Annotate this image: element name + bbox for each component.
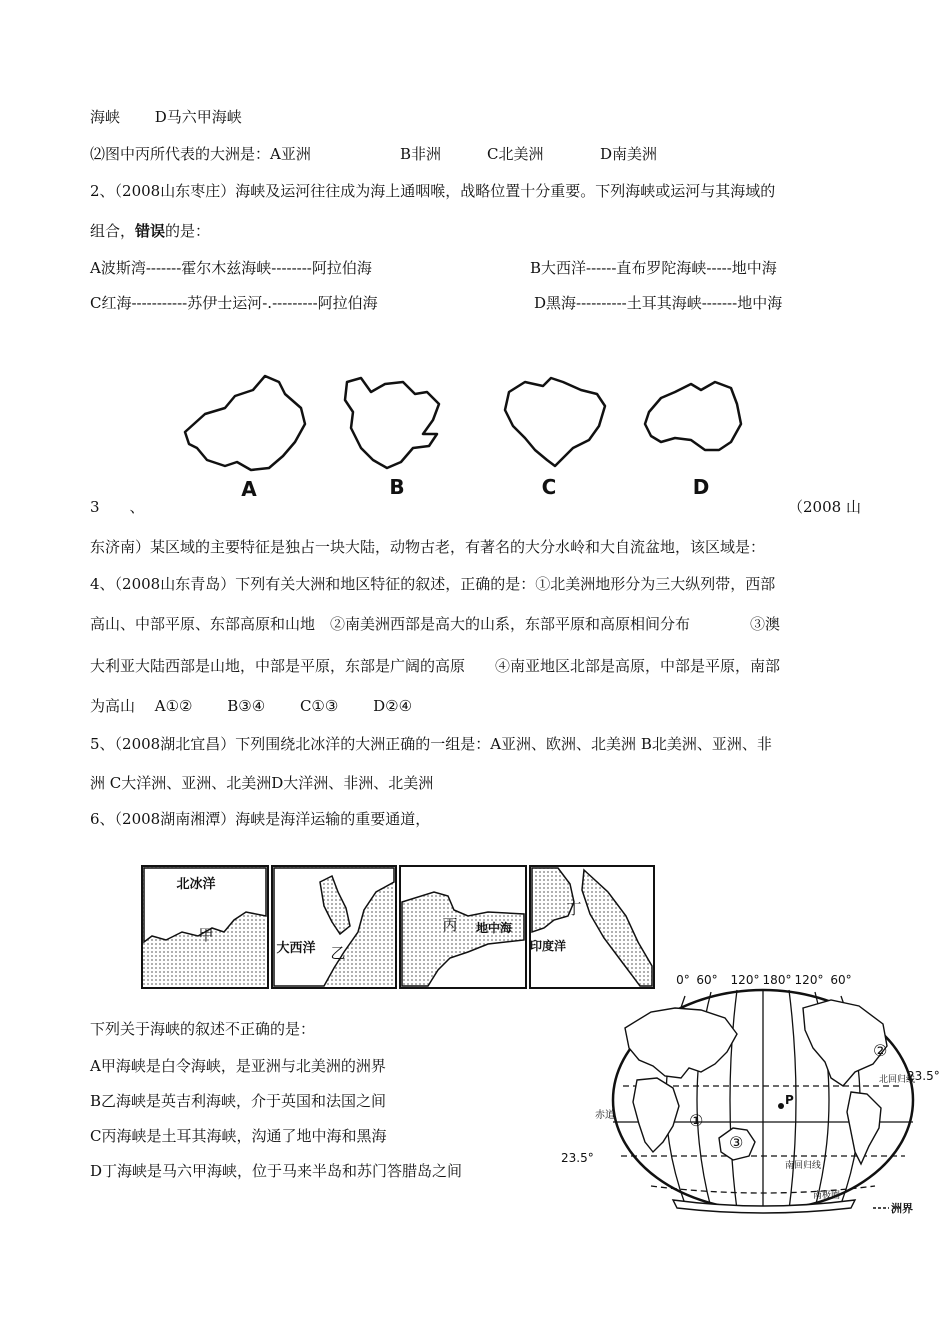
label-d: D bbox=[692, 475, 710, 499]
question-4-options: 为高山 A①② B③④ C①③ D②④ bbox=[90, 697, 413, 715]
label-equator: 赤道 bbox=[595, 1110, 615, 1121]
question-3-line2: 东济南）某区域的主要特征是独占一块大陆，动物古老，有著名的大分水岭和大自流盆地，该区域是： bbox=[90, 538, 766, 556]
lon-label: 180° bbox=[762, 973, 792, 987]
shape-b bbox=[345, 378, 439, 468]
option-c: C北美洲 bbox=[487, 145, 544, 163]
option-b: B非洲 bbox=[400, 145, 442, 163]
option-a: A波斯湾-------霍尔木兹海峡--------阿拉伯海 bbox=[90, 259, 372, 277]
label-c: C bbox=[541, 475, 557, 499]
option-b: B乙海峡是英吉利海峡，介于英国和法国之间 bbox=[90, 1092, 387, 1110]
mark-2: ② bbox=[873, 1041, 888, 1060]
question-5: 5、（2008湖北宜昌）下列围绕北冰洋的大洲正确的一组是：A亚洲、欧洲、北美洲 B北美洲、亚洲、非 bbox=[90, 735, 772, 753]
lon-label: 120° bbox=[794, 973, 824, 987]
question-6: 6、（2008湖南湘潭）海峡是海洋运输的重要通道， bbox=[90, 810, 431, 828]
shape-a bbox=[185, 376, 305, 470]
question-6-stem: 下列关于海峡的叙述不正确的是： bbox=[90, 1020, 316, 1038]
label-tropic-n: 北回归线 bbox=[879, 1075, 916, 1085]
label-antarctic: 南极圈 bbox=[813, 1191, 841, 1201]
mark-1: ① bbox=[689, 1111, 704, 1130]
lon-label: 60° bbox=[830, 973, 852, 987]
lon-label: 0° bbox=[676, 973, 690, 987]
mark-3: ③ bbox=[729, 1133, 744, 1152]
label-ocean: 印度洋 bbox=[529, 939, 567, 953]
question-4: 4、（2008山东青岛）下列有关大洲和地区特征的叙述，正确的是：①北美洲地形分为三大纵列带，西部 bbox=[90, 575, 776, 593]
question-2-line2 bbox=[90, 220, 210, 241]
question-4-line2: 高山、中部平原、东部高原和山地 ②南美洲西部是高大的山系，东部平原和高原相间分布 ③澳 bbox=[90, 615, 781, 633]
text-line: 海峡 D马六甲海峡 bbox=[90, 108, 242, 126]
panel-bering bbox=[142, 866, 268, 988]
legend-label: 洲界 bbox=[891, 1202, 913, 1215]
label-sea: 地中海 bbox=[475, 921, 513, 935]
lon-label: 60° bbox=[696, 973, 718, 987]
option-d: D丁海峡是马六甲海峡，位于马来半岛和苏门答腊岛之间 bbox=[90, 1162, 463, 1180]
label-ocean: 大西洋 bbox=[276, 941, 316, 956]
option-b: B大西洋------直布罗陀海峡-----地中海 bbox=[530, 259, 777, 277]
label-strait: 丙 bbox=[442, 916, 458, 934]
label-strait: 甲 bbox=[198, 926, 214, 944]
question-5-line2: 洲 C大洋洲、亚洲、北美洲D大洋洲、非洲、北美洲 bbox=[90, 774, 434, 792]
question-3-source: （2008 山 bbox=[788, 498, 861, 516]
point-p bbox=[778, 1103, 784, 1109]
emphasis: 错误 bbox=[135, 222, 166, 240]
option-d: D南美洲 bbox=[600, 145, 658, 163]
panel-english-channel bbox=[272, 866, 396, 988]
label-strait: 丁 bbox=[566, 900, 582, 918]
label-a: A bbox=[241, 477, 257, 501]
option-a: A甲海峡是白令海峡，是亚洲与北美洲的洲界 bbox=[90, 1057, 386, 1075]
panel-gibraltar bbox=[400, 866, 526, 988]
shape-c bbox=[505, 378, 605, 466]
lat-label-n: 23.5° bbox=[907, 1069, 940, 1083]
option-d: D黑海----------土耳其海峡-------地中海 bbox=[534, 294, 783, 312]
shape-d bbox=[645, 382, 741, 450]
text-line: ⑵图中丙所代表的大洲是：A亚洲 bbox=[90, 145, 311, 163]
option-c: C红海-----------苏伊士运河-.---------阿拉伯海 bbox=[90, 294, 378, 312]
text: 组合， bbox=[90, 222, 136, 240]
label-strait: 乙 bbox=[330, 944, 346, 962]
question-3: 3 、 bbox=[90, 498, 145, 516]
label-ocean: 北冰洋 bbox=[176, 877, 216, 892]
label-b: B bbox=[389, 475, 405, 499]
question-4-line3: 大利亚大陆西部是山地，中部是平原，东部是广阔的高原 ④南亚地区北部是高原，中部是平原，南部 bbox=[90, 657, 781, 675]
option-c: C丙海峡是土耳其海峡，沟通了地中海和黑海 bbox=[90, 1127, 387, 1145]
question-2: 2、（2008山东枣庄）海峡及运河往往成为海上通咽喉，战略位置十分重要。下列海峡或运河与其海域的 bbox=[90, 182, 776, 200]
label-tropic-s: 南回归线 bbox=[785, 1161, 822, 1171]
continent-shapes-figure bbox=[175, 368, 755, 500]
text: 的是： bbox=[165, 222, 211, 240]
lon-label: 120° bbox=[730, 973, 760, 987]
world-map-figure bbox=[555, 968, 940, 1228]
label-point: P bbox=[785, 1093, 794, 1107]
lat-label-s: 23.5° bbox=[561, 1151, 594, 1165]
